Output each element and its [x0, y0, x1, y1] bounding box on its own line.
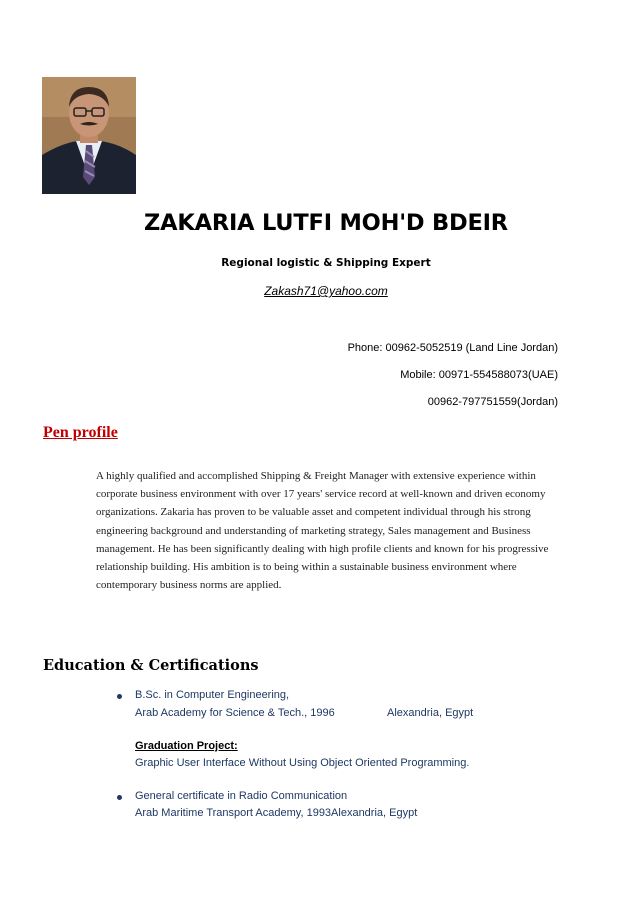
- pen-profile-text: A highly qualified and accomplished Shipping & Freight Manager with extensive experience within corporate business environment with over 17 years' service record at well-known and driven economy organizations. Zakaria has proven to be valuable asset and competent individual through his strong engineering background and understanding of marketing strategy, Sales management and Business management. He has been significantly dealing with high profile clients and known for his progressive relationship building. His ambition is to being within a sustainable business environment where contemporary business norms are applied.: [96, 470, 549, 592]
- pen-profile-heading: Pen profile: [43, 424, 118, 441]
- bullet-icon: [117, 694, 122, 699]
- mobile-line: Mobile: 00971-554588073(UAE): [400, 369, 558, 381]
- edu-item-2-title: General certificate in Radio Communication: [135, 790, 348, 802]
- job-title: Regional logistic & Shipping Expert: [221, 257, 431, 269]
- full-name: ZAKARIA LUTFI MOH'D BDEIR: [144, 210, 508, 236]
- edu-item-2-institution: Arab Maritime Transport Academy, 1993Alexandria, Egypt: [135, 807, 418, 819]
- edu-item-1-title: B.Sc. in Computer Engineering,: [135, 689, 290, 701]
- edu-item-1-project-label: Graduation Project:: [135, 740, 238, 752]
- phone-line: Phone: 00962-5052519 (Land Line Jordan): [347, 342, 558, 354]
- edu-item-1-institution: Arab Academy for Science & Tech., 1996: [135, 707, 335, 719]
- bullet-icon: [117, 795, 122, 800]
- profile-photo: [42, 77, 136, 194]
- email-link[interactable]: Zakash71@yahoo.com: [264, 284, 388, 298]
- education-heading: Education & Certifications: [43, 657, 259, 674]
- edu-item-1-location: Alexandria, Egypt: [387, 707, 474, 719]
- mobile-line-2: 00962-797751559(Jordan): [427, 396, 558, 408]
- edu-item-1-project-text: Graphic User Interface Without Using Object Oriented Programming.: [135, 757, 470, 769]
